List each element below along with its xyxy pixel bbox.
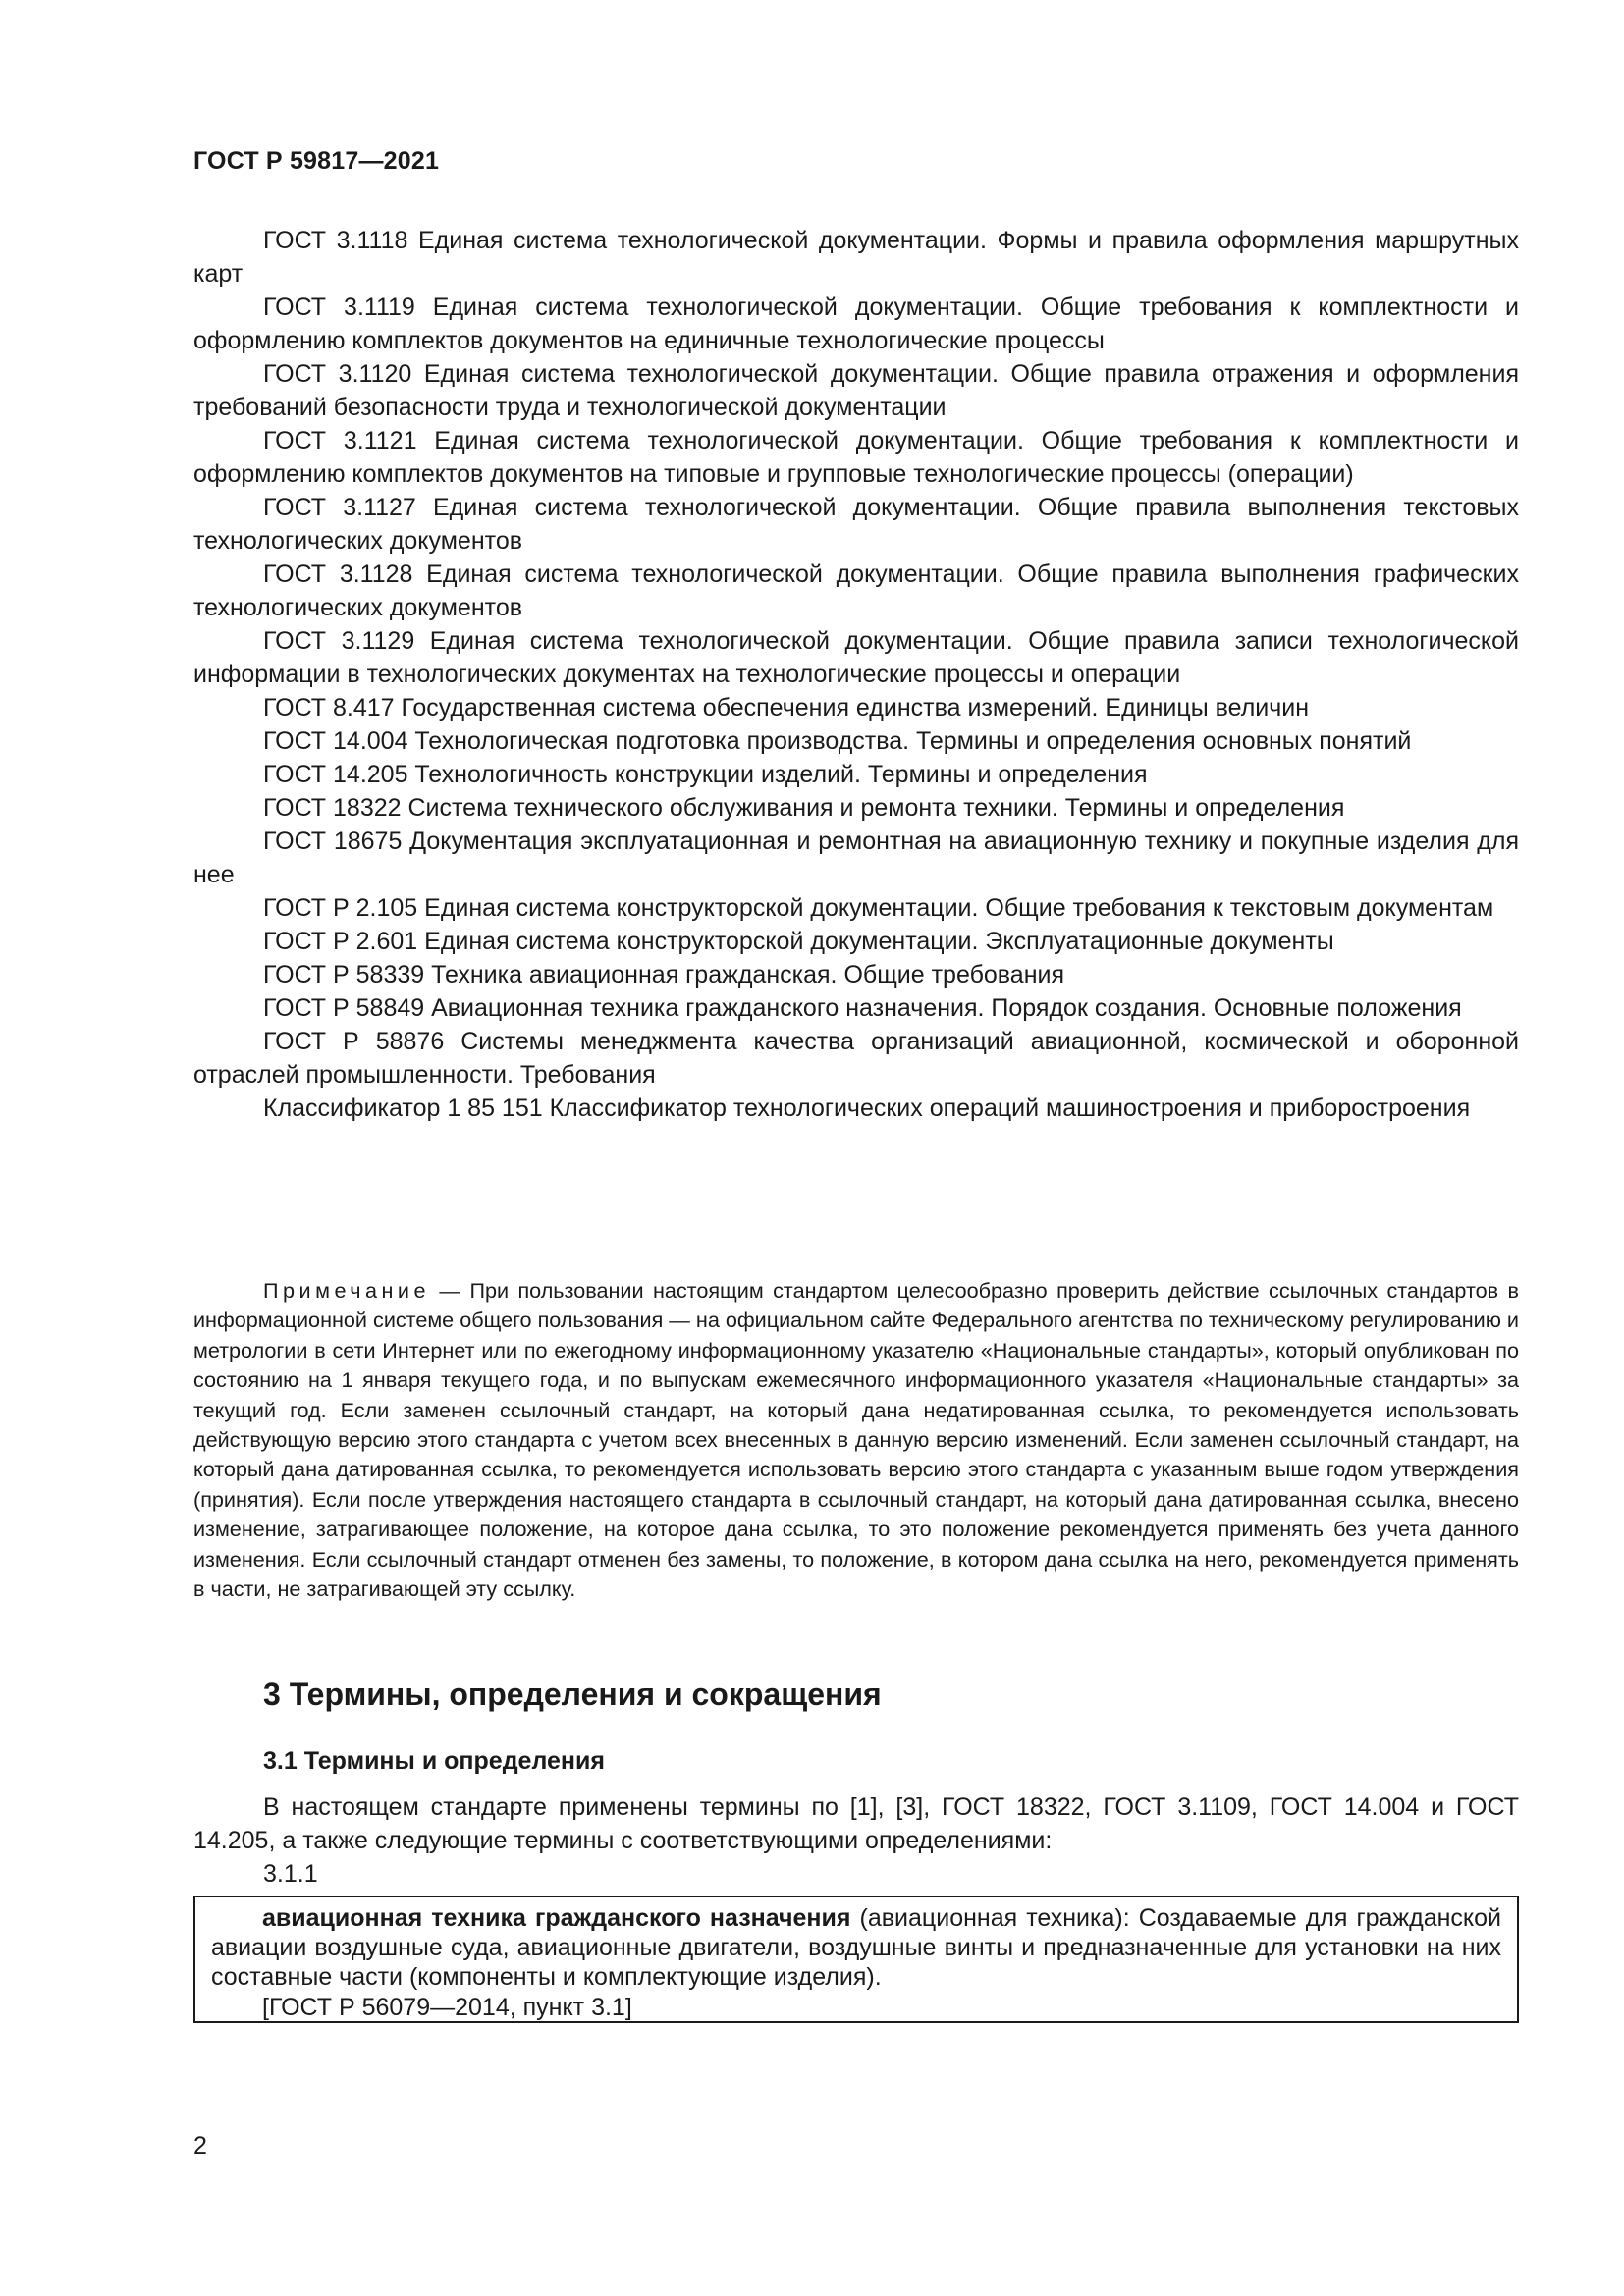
term-definition-box (193, 1896, 1519, 2023)
reference-item: ГОСТ 18675 Документация эксплуатационная и ремонтная на авиационную технику и покупные изделия для нее (193, 828, 1519, 888)
reference-item: ГОСТ 3.1118 Единая система технологической документации. Формы и правила оформления маршрутных карт (193, 227, 1519, 288)
term-source: [ГОСТ Р 56079—2014, пункт 3.1] (262, 1994, 632, 2021)
reference-item: ГОСТ 3.1128 Единая система технологической документации. Общие правила выполнения графических технологических документов (193, 561, 1519, 621)
subsection-title: 3.1 Термины и определения (263, 1747, 605, 1775)
reference-item: ГОСТ 3.1129 Единая система технологической документации. Общие правила записи технологической информации в технологических документах на технологические процессы и операции (193, 627, 1519, 688)
note-text: — При пользовании настоящим стандартом целесообразно проверить действие ссылочных стандартов в информационной системе общего пользования — на официальном сайте Федерального агентства по техническому регулированию и метрологии в сети Интернет или по ежегодному информационному указателю «Национальные стандарты», который опубликован по состоянию на 1 января текущего года, и по выпускам ежемесячного информационного указателя «Национальные стандарты» за текущий год. Если заменен ссылочный стандарт, на который дана недатированная ссылка, то рекомендуется использовать действующую версию этого стандарта с учетом всех внесенных в данную версию изменений. Если заменен ссылочный стандарт, на который дана датированная ссылка, то рекомендуется использовать версию этого стандарта с указанным выше годом утверждения (принятия). Если после утверждения настоящего стандарта в ссылочный стандарт, на который дана датированная ссылка, внесено изменение, затрагивающее положение, на которое дана ссылка, то это положение рекомендуется применять без учета данного изменения. Если ссылочный стандарт отменен без замены, то положение, в котором дана ссылка на него, рекомендуется применять в части, не затрагивающей эту ссылку. (193, 1278, 1519, 1602)
reference-item: ГОСТ 8.417 Государственная система обеспечения единства измерений. Единицы величин (263, 694, 1310, 721)
section-intro: В настоящем стандарте применены термины по [1], [3], ГОСТ 18322, ГОСТ 3.1109, ГОСТ 14.004 и ГОСТ 14.205, а также следующие термины с соответствующими определениями: (193, 1793, 1519, 1854)
reference-item: ГОСТ 3.1120 Единая система технологической документации. Общие правила отражения и оформления требований безопасности труда и технологической документации (193, 360, 1519, 421)
page-number: 2 (193, 2132, 207, 2160)
document-header: ГОСТ Р 59817—2021 (193, 147, 440, 175)
reference-item: ГОСТ 3.1127 Единая система технологической документации. Общие правила выполнения текстовых технологических документов (193, 494, 1519, 555)
term-definition (211, 1903, 1501, 1992)
note-label: Примечание (263, 1278, 430, 1303)
reference-item: ГОСТ 18322 Система технического обслуживания и ремонта техники. Термины и определения (263, 794, 1345, 822)
reference-item: Классификатор 1 85 151 Классификатор технологических операций машиностроения и приборостроения (263, 1095, 1471, 1122)
reference-item: ГОСТ Р 58876 Системы менеджмента качества организаций авиационной, космической и оборонной отраслей промышленности. Требования (193, 1028, 1519, 1089)
reference-item: ГОСТ 3.1121 Единая система технологической документации. Общие требования к комплектности и оформлению комплектов документов на типовые и групповые технологические процессы (операции) (193, 427, 1519, 488)
note-paragraph (193, 1276, 1519, 1604)
reference-item: ГОСТ Р 58339 Техника авиационная гражданская. Общие требования (263, 961, 1065, 988)
term-definition-text: (авиационная техника): Создаваемые для гражданской авиации воздушные суда, авиационные двигатели, воздушные винты и предназначенные для установки на них составные части (компоненты и комплектующие изделия). (211, 1904, 1501, 1991)
reference-item: ГОСТ 3.1119 Единая система технологической документации. Общие требования к комплектности и оформлению комплектов документов на единичные технологические процессы (193, 294, 1519, 354)
reference-item: ГОСТ Р 2.601 Единая система конструкторской документации. Эксплуатационные документы (263, 928, 1334, 955)
term-name: авиационная техника гражданского назначения (262, 1904, 851, 1932)
reference-item: ГОСТ Р 2.105 Единая система конструкторской документации. Общие требования к текстовым документам (263, 894, 1494, 922)
term-number: 3.1.1 (263, 1860, 318, 1888)
reference-item: ГОСТ Р 58849 Авиационная техника гражданского назначения. Порядок создания. Основные положения (263, 994, 1462, 1022)
reference-item: ГОСТ 14.004 Технологическая подготовка производства. Термины и определения основных понятий (263, 727, 1412, 755)
reference-item: ГОСТ 14.205 Технологичность конструкции изделий. Термины и определения (263, 761, 1148, 788)
section-title: 3 Термины, определения и сокращения (263, 1677, 882, 1712)
normative-references-list (193, 224, 1519, 1125)
